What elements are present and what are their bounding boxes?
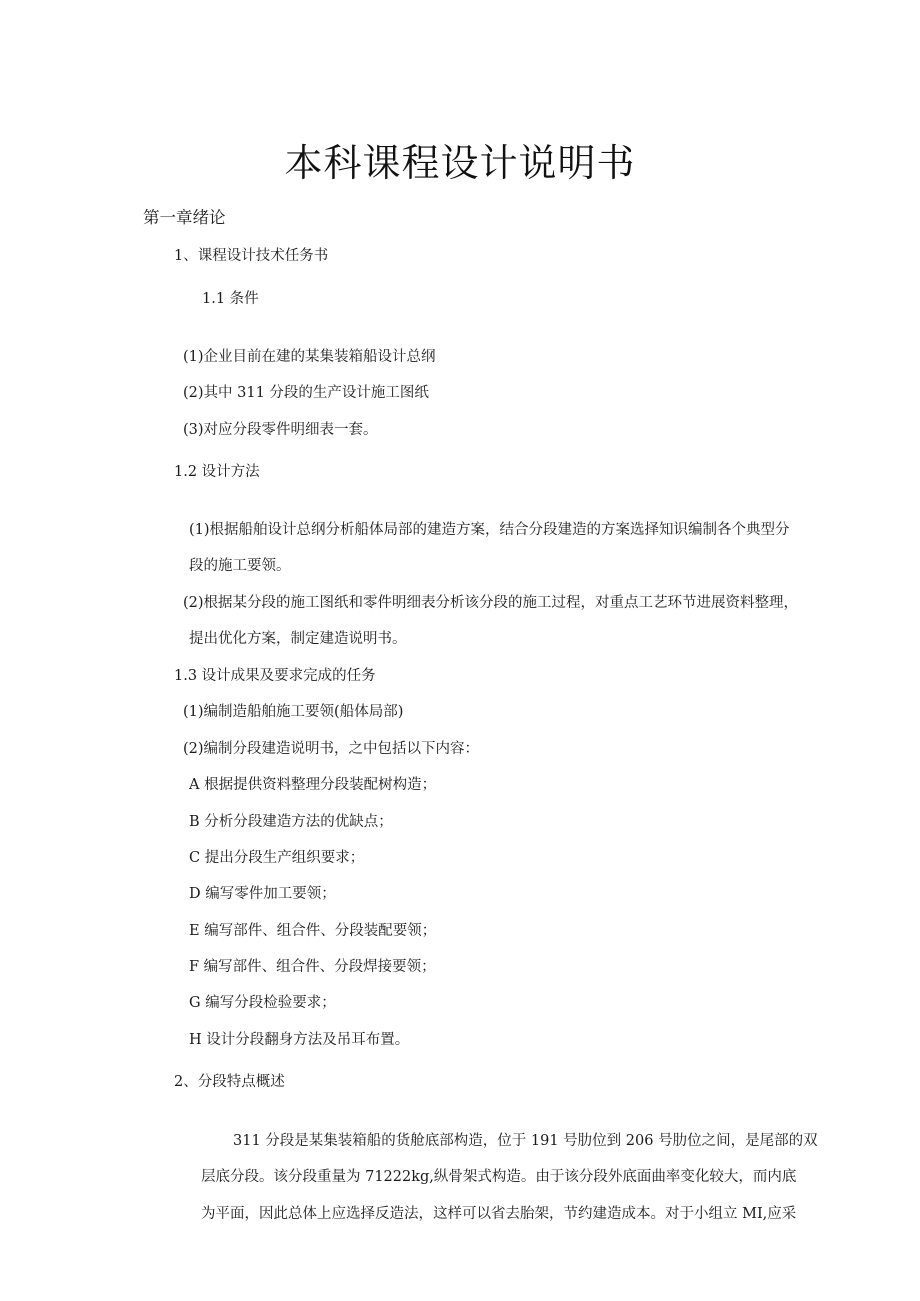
section-heading: 2、分段特点概述	[174, 1074, 285, 1090]
list-item: H 设计分段翻身方法及吊耳布置。	[189, 1032, 410, 1048]
section-heading: 1、课程设计技术任务书	[174, 248, 329, 264]
list-item: (1)编制造船舶施工要领(船体局部)	[183, 704, 404, 720]
list-item: (3)对应分段零件明细表一套。	[183, 422, 378, 438]
paragraph-line: 为平面，因此总体上应选择反造法，这样可以省去胎架，节约建造成本。对于小组立 MI,应采	[201, 1206, 797, 1222]
paragraph-line: 311 分段是某集装箱船的货舱底部构造，位于 191 号肋位到 206 号肋位之间，是尾部的双	[233, 1133, 818, 1149]
paragraph-line: (2)根据某分段的施工图纸和零件明细表分析该分段的施工过程，对重点工艺环节进展资料整理，	[183, 595, 799, 611]
document-title: 本科课程设计说明书	[284, 141, 636, 185]
list-item: (2)编制分段建造说明书，之中包括以下内容：	[183, 741, 480, 757]
list-item: G 编写分段检验要求；	[189, 995, 336, 1011]
list-item: D 编写零件加工要领；	[189, 886, 336, 902]
list-item: C 提出分段生产组织要求；	[189, 850, 365, 866]
list-item: E 编写部件、组合件、分段装配要领；	[189, 923, 437, 939]
subsection-heading: 1.3 设计成果及要求完成的任务	[174, 668, 376, 684]
list-item: (1)企业目前在建的某集装箱船设计总纲	[183, 349, 436, 365]
list-item: (2)其中 311 分段的生产设计施工图纸	[183, 385, 429, 401]
list-item: B 分析分段建造方法的优缺点；	[189, 814, 393, 830]
list-item: A 根据提供资料整理分段装配树构造；	[189, 777, 437, 793]
subsection-heading: 1.1 条件	[202, 291, 259, 307]
list-item: F 编写部件、组合件、分段焊接要领；	[189, 959, 436, 975]
paragraph-line: (1)根据船舶设计总纲分析船体局部的建造方案，结合分段建造的方案选择知识编制各个典型分	[189, 522, 790, 538]
paragraph-line: 提出优化方案，制定建造说明书。	[189, 631, 407, 647]
paragraph-line: 段的施工要领。	[189, 558, 291, 574]
chapter-heading: 第一章绪论	[143, 208, 226, 227]
subsection-heading: 1.2 设计方法	[174, 464, 260, 480]
paragraph-line: 层底分段。该分段重量为 71222kg,纵骨架式构造。由于该分段外底面曲率变化较大，而内底	[201, 1169, 797, 1185]
